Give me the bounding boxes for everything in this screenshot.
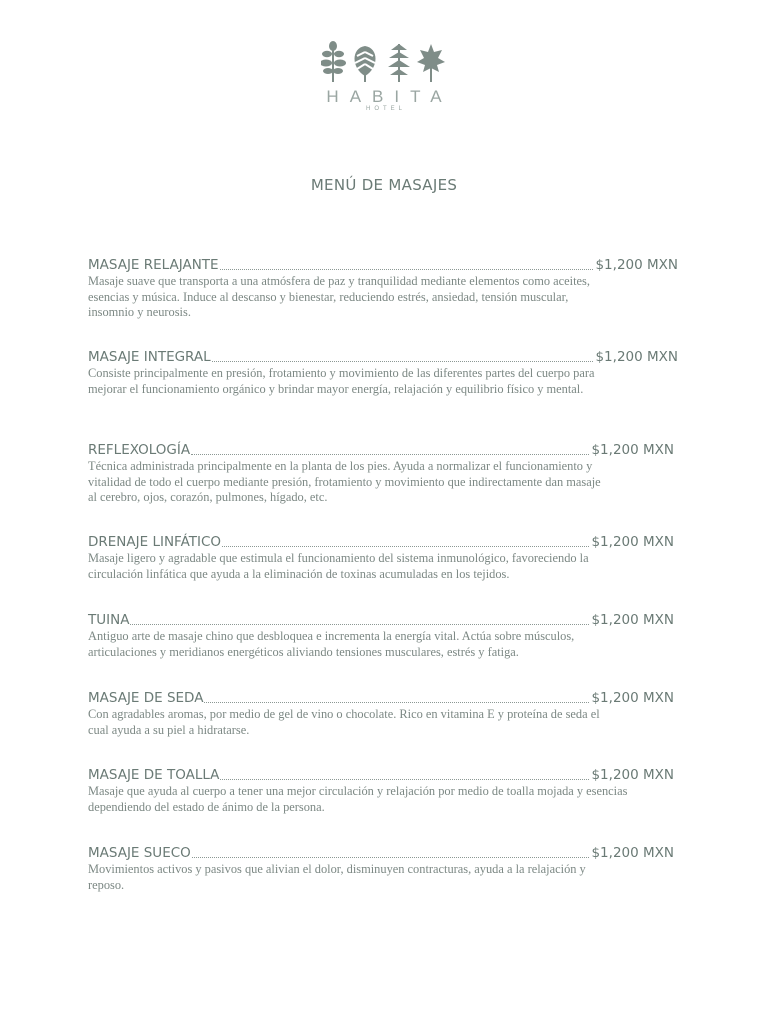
brand-subtitle: HOTEL [365, 106, 406, 112]
menu-item-name: REFLEXOLOGÍA [88, 442, 191, 458]
brand-name: HABITA [326, 87, 453, 106]
menu-item [88, 533, 674, 582]
menu-item-price: $1,200 MXN [591, 612, 674, 628]
menu-item-header [88, 441, 674, 459]
menu-item [88, 844, 674, 893]
menu-item-price: $1,200 MXN [591, 690, 674, 706]
menu-item-name: MASAJE INTEGRAL [88, 349, 211, 365]
menu-item-header [88, 766, 674, 784]
menu-item-header [88, 256, 678, 274]
menu-item [88, 441, 674, 506]
dotted-leader [192, 857, 590, 858]
dotted-leader [220, 269, 594, 270]
dotted-leader [222, 546, 589, 547]
dotted-leader [204, 702, 589, 703]
menu-item-price: $1,200 MXN [591, 534, 674, 550]
menu-item-header [88, 348, 678, 366]
menu-item-price: $1,200 MXN [595, 257, 678, 273]
menu-item-description: Masaje ligero y agradable que estimula el funcionamiento del sistema inmunológico, favoreciendo la circulación linfática que ayuda a la eliminación de toxinas acumuladas en los tejidos. [88, 551, 589, 581]
hotel-logo [0, 40, 768, 113]
menu-item-header [88, 533, 674, 551]
menu-item-description: Con agradables aromas, por medio de gel de vino o chocolate. Rico en vitamina E y proteína de seda el cual ayuda a su piel a hidratarse. [88, 707, 600, 737]
menu-item-name: DRENAJE LINFÁTICO [88, 534, 222, 550]
menu-item [88, 766, 674, 815]
menu-item-header [88, 844, 674, 862]
menu-item-price: $1,200 MXN [591, 767, 674, 783]
dotted-leader [130, 624, 589, 625]
menu-item [88, 689, 674, 738]
menu-item-description: Consiste principalmente en presión, frotamiento y movimiento de las diferentes partes del cuerpo para mejorar el funcionamiento orgánico y brindar mayor energía, relajación y equilibrio físico y mental. [88, 366, 595, 396]
menu-item-description: Masaje suave que transporta a una atmósfera de paz y tranquilidad mediante elementos como aceites, esencias y música. Induce al descanso y bienestar, reduciendo estrés, ansiedad, tensión muscular, insomnio y neurosis. [88, 274, 590, 320]
menu-item-name: MASAJE DE SEDA [88, 690, 204, 706]
menu-item-price: $1,200 MXN [595, 349, 678, 365]
menu-item-description: Antiguo arte de masaje chino que desbloquea e incrementa la energía vital. Actúa sobre músculos, articulaciones y meridianos energéticos aliviando tensiones musculares, estrés y fatiga. [88, 629, 575, 659]
menu-item-name: TUINA [88, 612, 130, 628]
leaves-logo-icon [321, 40, 447, 84]
dotted-leader [220, 779, 589, 780]
dotted-leader [191, 454, 589, 455]
menu-item-price: $1,200 MXN [591, 442, 674, 458]
page-title: MENÚ DE MASAJES [310, 176, 458, 194]
menu-item-description: Masaje que ayuda al cuerpo a tener una mejor circulación y relajación por medio de toalla mojada y esencias dependiendo del estado de ánimo de la persona. [88, 784, 628, 814]
menu-item-header [88, 611, 674, 629]
menu-item-name: MASAJE DE TOALLA [88, 767, 220, 783]
menu-item-header [88, 689, 674, 707]
menu-item [88, 348, 678, 397]
menu-item-description: Técnica administrada principalmente en la planta de los pies. Ayuda a normalizar el funcionamiento y vitalidad de todo el cuerpo mediante presión, frotamiento y movimiento que indirectamente dan masaje al cerebro, ojos, corazón, pulmones, hígado, etc. [88, 459, 601, 505]
menu-item-name: MASAJE SUECO [88, 845, 191, 861]
menu-item [88, 611, 674, 660]
menu-item-price: $1,200 MXN [591, 845, 674, 861]
menu-item [88, 256, 678, 321]
dotted-leader [212, 361, 594, 362]
menu-item-description: Movimientos activos y pasivos que alivian el dolor, disminuyen contracturas, ayuda a la relajación y reposo. [88, 862, 586, 892]
menu-item-name: MASAJE RELAJANTE [88, 257, 219, 273]
